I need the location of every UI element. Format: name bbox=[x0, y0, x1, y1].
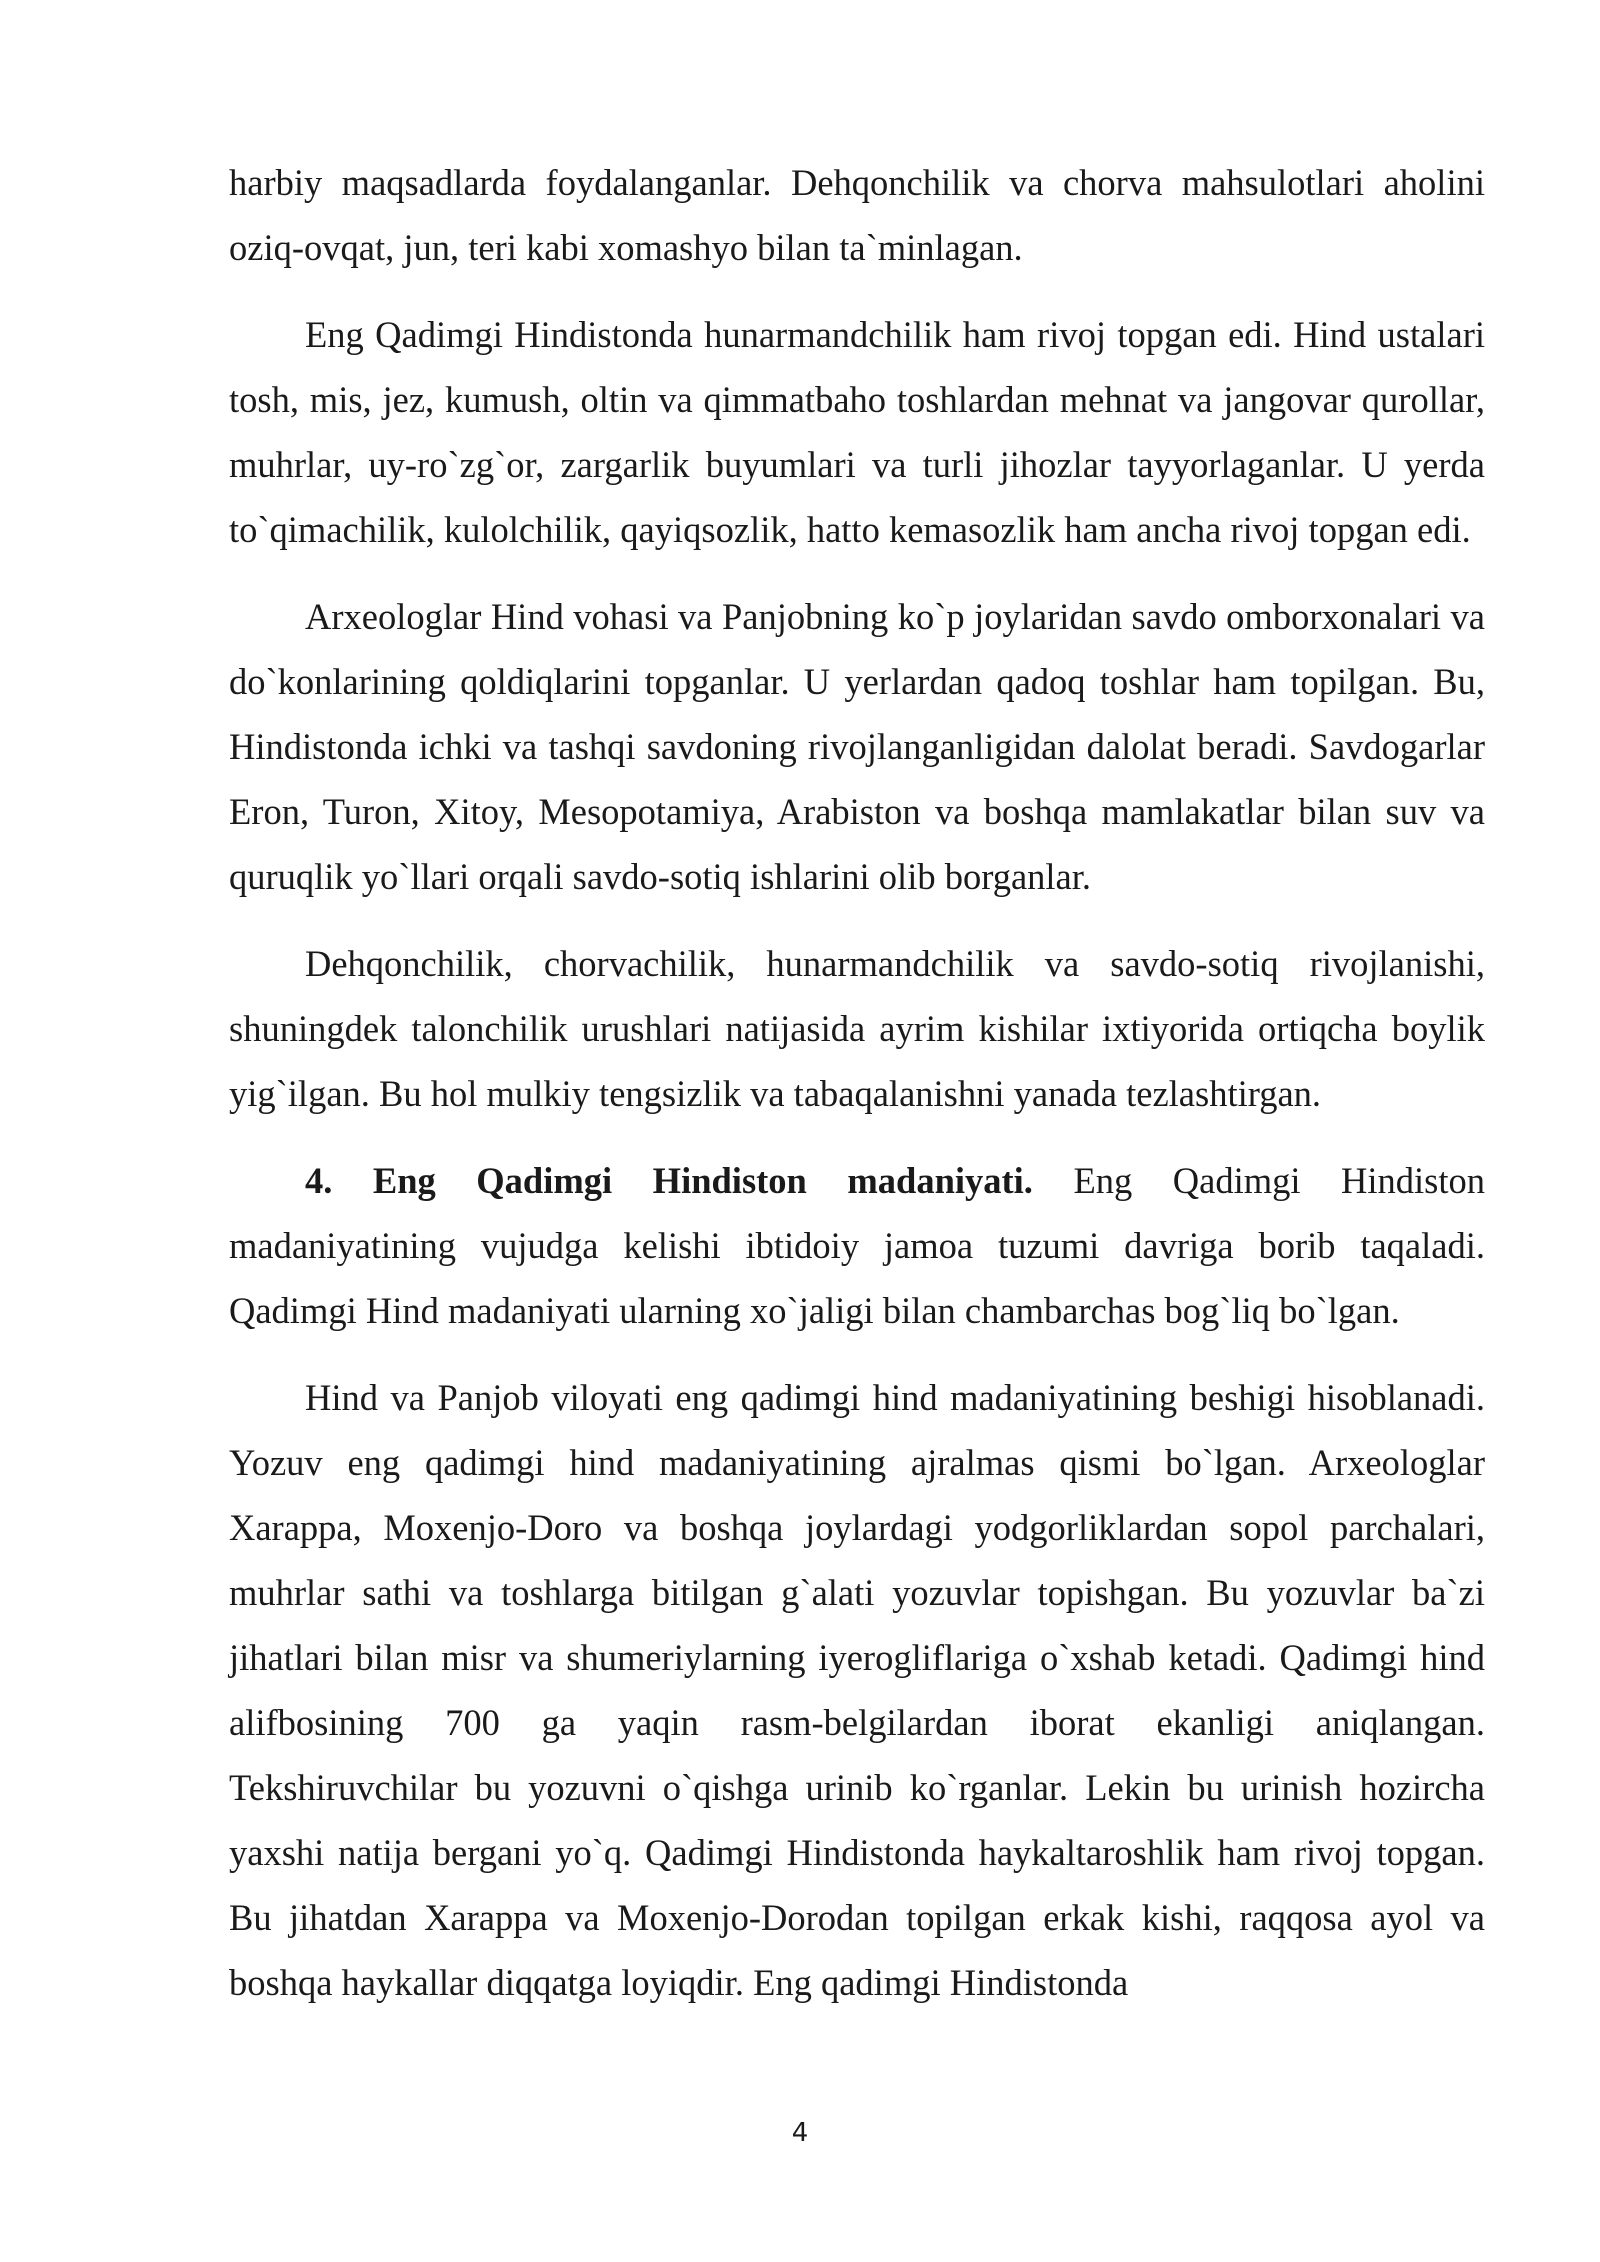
paragraph-writing bbox=[229, 1365, 1485, 2015]
document-page bbox=[229, 150, 1485, 2037]
paragraph-text: Arxeologlar Hind vohasi va Panjobning ko`p joylaridan savdo omborxonalari va do`konlarining qoldiqlarini topganlar. U yerlardan qadoq toshlar ham topilgan. Bu, Hindistonda ichki va tashqi savdoning rivojlanganligidan dalolat beradi. Savdogarlar Eron, Turon, Xitoy, Mesopotamiya, Arabiston va boshqa mamlakatlar bilan suv va quruqlik yo`llari orqali savdo-sotiq ishlarini olib borganlar. bbox=[229, 596, 1485, 897]
paragraph-continuation bbox=[229, 150, 1485, 280]
paragraph-text: harbiy maqsadlarda foydalanganlar. Dehqonchilik va chorva mahsulotlari aholini oziq-ovqat, jun, teri kabi xomashyo bilan ta`minlagan. bbox=[229, 162, 1485, 268]
paragraph-text: Eng Qadimgi Hindistonda hunarmandchilik ham rivoj topgan edi. Hind ustalari tosh, mis, jez, kumush, oltin va qimmatbaho toshlardan mehnat va jangovar qurollar, muhrlar, uy-ro`zg`or, zargarlik buyumlari va turli jihozlar tayyorlaganlar. U yerda to`qimachilik, kulolchilik, qayiqsozlik, hatto kemasozlik ham ancha rivoj topgan edi. bbox=[229, 314, 1485, 550]
paragraph-wealth bbox=[229, 931, 1485, 1126]
paragraph-text: Dehqonchilik, chorvachilik, hunarmandchilik va savdo-sotiq rivojlanishi, shuningdek talonchilik urushlari natijasida ayrim kishilar ixtiyorida ortiqcha boylik yig`ilgan. Bu hol mulkiy tengsizlik va tabaqalanishni yanada tezlashtirgan. bbox=[229, 943, 1485, 1114]
paragraph-text: Hind va Panjob viloyati eng qadimgi hind madaniyatining beshigi hisoblanadi. Yozuv eng qadimgi hind madaniyatining ajralmas qismi bo`lgan. Arxeologlar Xarappa, Moxenjo-Doro va boshqa joylardagi yodgorliklardan sopol parchalari, muhrlar sathi va toshlarga bitilgan g`alati yozuvlar topishgan. Bu yozuvlar ba`zi jihatlari bilan misr va shumeriylarning iyerogliflariga o`xshab ketadi. Qadimgi hind alifbosining 700 ga yaqin rasm-belgilardan iborat ekanligi aniqlangan. Tekshiruvchilar bu yozuvni o`qishga urinib ko`rganlar. Lekin bu urinish hozircha yaxshi natija bergani yo`q. Qadimgi Hindistonda haykaltaroshlik ham rivoj topgan. Bu jihatdan Xarappa va Moxenjo-Dorodan topilgan erkak kishi, raqqosa ayol va boshqa haykallar diqqatga loyiqdir. Eng qadimgi Hindistonda bbox=[229, 1377, 1485, 2003]
paragraph-culture-section bbox=[229, 1148, 1485, 1343]
paragraph-text: Eng Qadimgi Hindiston madaniyatining vujudga kelishi ibtidoiy jamoa tuzumi davriga borib taqaladi. Qadimgi Hind madaniyati ularning xo`jaligi bilan chambarchas bog`liq bo`lgan. bbox=[229, 1160, 1485, 1331]
section-heading: 4. Eng Qadimgi Hindiston madaniyati. bbox=[305, 1160, 1033, 1201]
page-number: 4 bbox=[791, 2118, 809, 2148]
paragraph-trade bbox=[229, 584, 1485, 909]
paragraph-crafts bbox=[229, 302, 1485, 562]
